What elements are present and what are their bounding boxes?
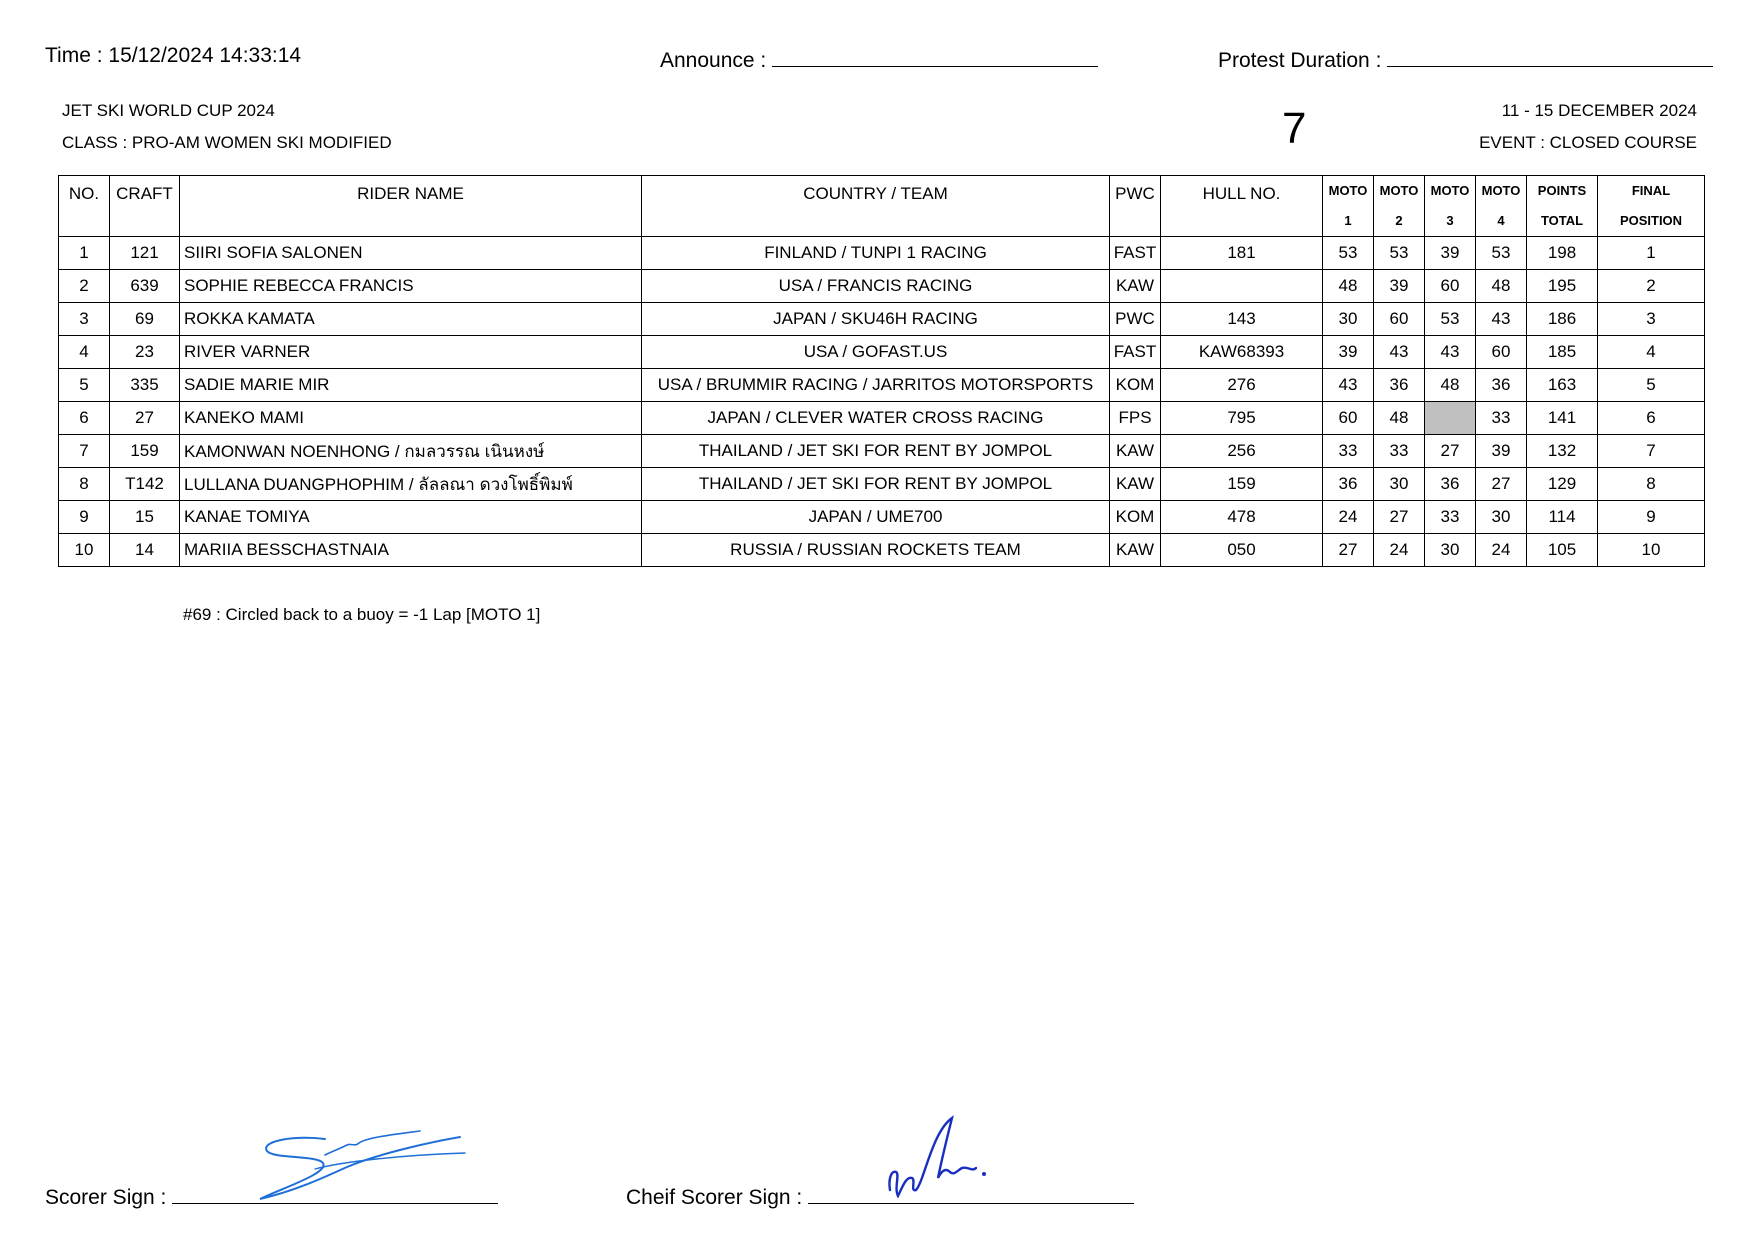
cell-moto3: 43 [1425,336,1476,369]
cell-hull-no: 795 [1161,402,1323,435]
cell-moto2: 33 [1374,435,1425,468]
cell-country-team: USA / BRUMMIR RACING / JARRITOS MOTORSPORTS [642,369,1110,402]
cell-moto1: 24 [1323,501,1374,534]
cell-country-team: THAILAND / JET SKI FOR RENT BY JOMPOL [642,435,1110,468]
cell-moto4: 30 [1476,501,1527,534]
cell-hull-no: 256 [1161,435,1323,468]
cell-no: 10 [59,534,110,567]
cell-no: 1 [59,237,110,270]
cell-craft: 121 [110,237,180,270]
cell-hull-no: 050 [1161,534,1323,567]
cell-hull-no: 478 [1161,501,1323,534]
cell-craft: 639 [110,270,180,303]
cell-craft: 69 [110,303,180,336]
cell-moto1: 30 [1323,303,1374,336]
cell-pwc: FPS [1110,402,1161,435]
cell-moto3: 27 [1425,435,1476,468]
table-row [59,303,1705,336]
header-craft: CRAFT [110,176,180,237]
protest-label: Protest Duration : [1218,49,1382,72]
cell-moto4: 39 [1476,435,1527,468]
cell-craft: 15 [110,501,180,534]
cell-moto4: 53 [1476,237,1527,270]
cell-moto1: 60 [1323,402,1374,435]
cell-moto1: 48 [1323,270,1374,303]
header-points-total: POINTS TOTAL [1527,176,1598,237]
cell-moto1: 39 [1323,336,1374,369]
cell-no: 3 [59,303,110,336]
table-row [59,270,1705,303]
cell-pwc: KAW [1110,468,1161,501]
scorer-sign-label: Scorer Sign : [45,1186,167,1209]
header-country: COUNTRY / TEAM [642,176,1110,237]
header-final-position: FINAL POSITION [1598,176,1705,237]
cell-country-team: FINLAND / TUNPI 1 RACING [642,237,1110,270]
cell-rider-name: LULLANA DUANGPHOPHIM / ลัลลณา ดวงโพธิ์พิมพ์ [180,468,642,501]
protest-line [1218,44,1713,73]
cell-no: 6 [59,402,110,435]
cell-final-position: 8 [1598,468,1705,501]
cell-points-total: 163 [1527,369,1598,402]
cell-pwc: FAST [1110,336,1161,369]
cell-final-position: 3 [1598,303,1705,336]
chief-scorer-signature [880,1112,1000,1202]
cell-moto2: 53 [1374,237,1425,270]
cell-final-position: 2 [1598,270,1705,303]
cell-final-position: 7 [1598,435,1705,468]
time-value: 15/12/2024 14:33:14 [108,44,302,67]
cell-country-team: USA / FRANCIS RACING [642,270,1110,303]
cell-moto2: 30 [1374,468,1425,501]
cell-moto4: 48 [1476,270,1527,303]
cell-moto3: 39 [1425,237,1476,270]
cell-hull-no: 159 [1161,468,1323,501]
cell-hull-no: 143 [1161,303,1323,336]
cell-craft: 27 [110,402,180,435]
cell-hull-no: 181 [1161,237,1323,270]
cell-country-team: JAPAN / CLEVER WATER CROSS RACING [642,402,1110,435]
results-body [59,237,1705,567]
cell-moto1: 43 [1323,369,1374,402]
header-moto2: MOTO 2 [1374,176,1425,237]
table-row [59,501,1705,534]
table-row [59,336,1705,369]
cell-final-position: 10 [1598,534,1705,567]
cell-rider-name: KAMONWAN NOENHONG / กมลวรรณ เนินหงษ์ [180,435,642,468]
cell-rider-name: KANEKO MAMI [180,402,642,435]
cell-final-position: 9 [1598,501,1705,534]
table-row [59,435,1705,468]
cell-country-team: THAILAND / JET SKI FOR RENT BY JOMPOL [642,468,1110,501]
header-hull: HULL NO. [1161,176,1323,237]
cell-no: 9 [59,501,110,534]
event-class: CLASS : PRO-AM WOMEN SKI MODIFIED [62,133,392,152]
cell-points-total: 185 [1527,336,1598,369]
cell-moto1: 36 [1323,468,1374,501]
cell-moto3: 60 [1425,270,1476,303]
cell-hull-no: 276 [1161,369,1323,402]
cell-craft: 335 [110,369,180,402]
protest-blank [1387,44,1713,67]
cell-points-total: 114 [1527,501,1598,534]
cell-points-total: 105 [1527,534,1598,567]
cell-moto2: 48 [1374,402,1425,435]
cell-no: 7 [59,435,110,468]
cell-moto2: 43 [1374,336,1425,369]
chief-sign-label: Cheif Scorer Sign : [626,1186,803,1209]
table-row [59,402,1705,435]
cell-rider-name: SOPHIE REBECCA FRANCIS [180,270,642,303]
event-type: EVENT : CLOSED COURSE [1479,133,1697,152]
cell-moto4: 24 [1476,534,1527,567]
table-row [59,369,1705,402]
cell-moto3: 36 [1425,468,1476,501]
announce-label: Announce : [660,49,767,72]
cell-craft: 14 [110,534,180,567]
header-no: NO. [59,176,110,237]
cell-pwc: KAW [1110,270,1161,303]
cell-rider-name: SADIE MARIE MIR [180,369,642,402]
cell-moto4: 60 [1476,336,1527,369]
cell-hull-no: KAW68393 [1161,336,1323,369]
event-dates: 11 - 15 DECEMBER 2024 [1501,101,1697,120]
cell-pwc: PWC [1110,303,1161,336]
cell-no: 8 [59,468,110,501]
cell-pwc: KAW [1110,435,1161,468]
cell-moto2: 60 [1374,303,1425,336]
header-pwc: PWC [1110,176,1161,237]
cell-moto4: 43 [1476,303,1527,336]
cell-moto1: 33 [1323,435,1374,468]
page-number: 7 [1282,104,1307,153]
table-row [59,468,1705,501]
time-label: Time : [45,44,103,67]
cell-moto3: 33 [1425,501,1476,534]
cell-moto2: 36 [1374,369,1425,402]
cell-points-total: 186 [1527,303,1598,336]
penalty-note: #69 : Circled back to a buoy = -1 Lap [MOTO 1] [183,605,541,624]
cell-moto3: 53 [1425,303,1476,336]
cell-rider-name: KANAE TOMIYA [180,501,642,534]
cell-country-team: USA / GOFAST.US [642,336,1110,369]
cell-no: 5 [59,369,110,402]
cell-moto2: 27 [1374,501,1425,534]
table-row [59,534,1705,567]
header-moto1: MOTO 1 [1323,176,1374,237]
cell-craft: T142 [110,468,180,501]
time-line [45,44,301,68]
cell-final-position: 6 [1598,402,1705,435]
cell-moto3: 48 [1425,369,1476,402]
cell-rider-name: RIVER VARNER [180,336,642,369]
header-moto3: MOTO 3 [1425,176,1476,237]
cell-final-position: 1 [1598,237,1705,270]
announce-blank [772,44,1098,67]
announce-line [660,44,1098,73]
cell-moto2: 39 [1374,270,1425,303]
cell-final-position: 4 [1598,336,1705,369]
cell-country-team: JAPAN / SKU46H RACING [642,303,1110,336]
cell-no: 4 [59,336,110,369]
cell-moto4: 36 [1476,369,1527,402]
cell-moto4: 33 [1476,402,1527,435]
results-table [58,175,1705,567]
cell-points-total: 198 [1527,237,1598,270]
cell-country-team: RUSSIA / RUSSIAN ROCKETS TEAM [642,534,1110,567]
cell-points-total: 129 [1527,468,1598,501]
cell-rider-name: SIIRI SOFIA SALONEN [180,237,642,270]
cell-craft: 23 [110,336,180,369]
cell-pwc: KAW [1110,534,1161,567]
cell-pwc: FAST [1110,237,1161,270]
header-rider: RIDER NAME [180,176,642,237]
cell-pwc: KOM [1110,369,1161,402]
cell-pwc: KOM [1110,501,1161,534]
cell-craft: 159 [110,435,180,468]
cell-rider-name: MARIIA BESSCHASTNAIA [180,534,642,567]
cell-moto3 [1425,402,1476,435]
cell-points-total: 195 [1527,270,1598,303]
scorer-signature [255,1125,470,1205]
cell-moto1: 27 [1323,534,1374,567]
table-row [59,237,1705,270]
cell-rider-name: ROKKA KAMATA [180,303,642,336]
event-title: JET SKI WORLD CUP 2024 [62,101,275,120]
cell-moto4: 27 [1476,468,1527,501]
table-header-row [59,176,1705,237]
cell-points-total: 141 [1527,402,1598,435]
cell-moto2: 24 [1374,534,1425,567]
cell-moto3: 30 [1425,534,1476,567]
cell-no: 2 [59,270,110,303]
cell-hull-no [1161,270,1323,303]
cell-moto1: 53 [1323,237,1374,270]
cell-final-position: 5 [1598,369,1705,402]
cell-points-total: 132 [1527,435,1598,468]
header-moto4: MOTO 4 [1476,176,1527,237]
cell-country-team: JAPAN / UME700 [642,501,1110,534]
